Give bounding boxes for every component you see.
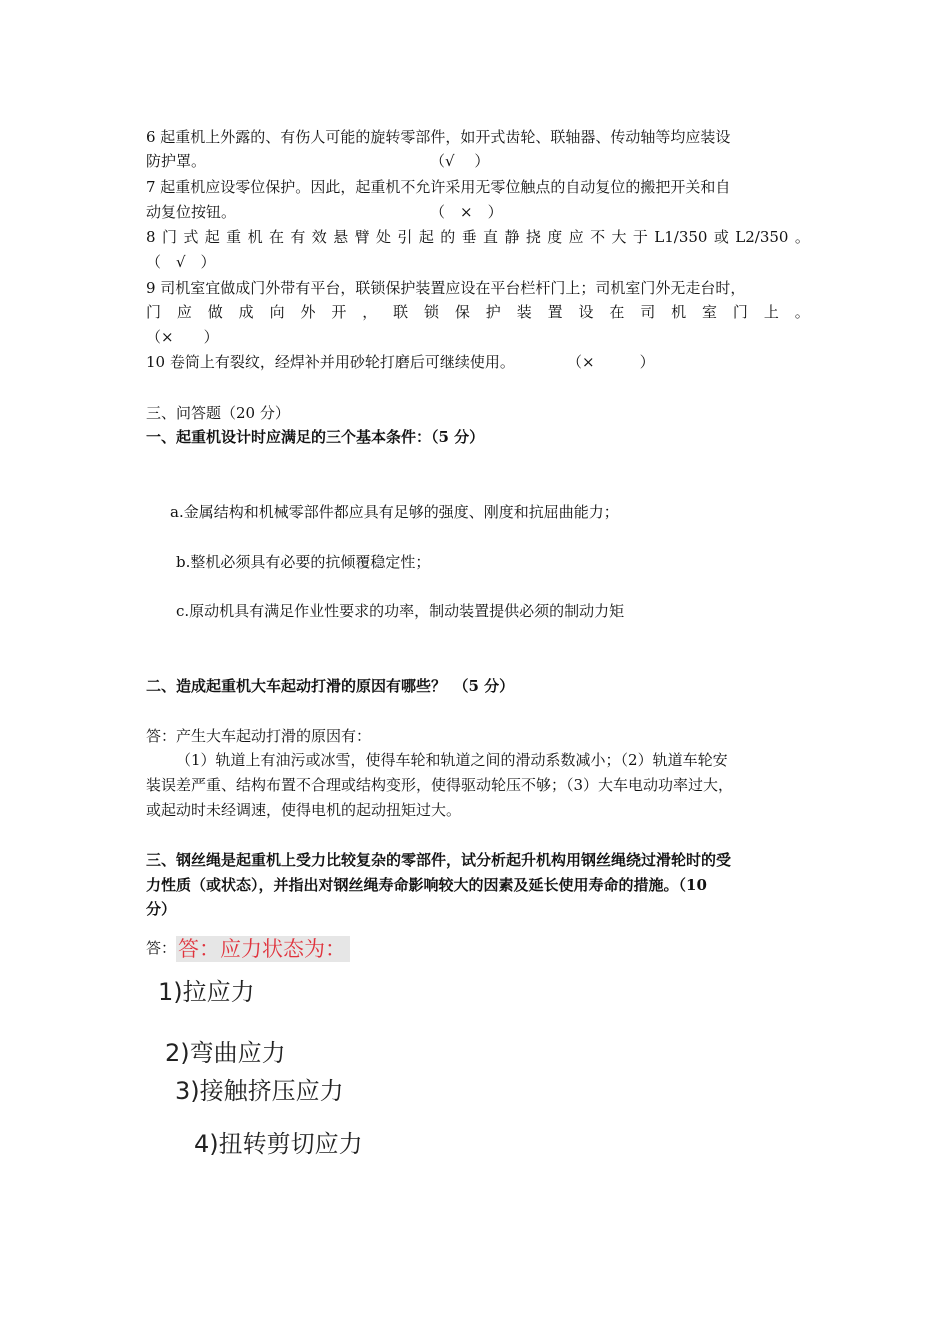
tf-q9-token: 护 bbox=[485, 303, 501, 321]
tf-q8-token: 在 bbox=[268, 228, 284, 246]
tf-q7-line1: 7 起重机应设零位保护。因此，起重机不允许采用无零位触点的自动复位的搬把开关和自 bbox=[146, 178, 731, 196]
tf-q9-token: 在 bbox=[609, 303, 625, 321]
tf-q9-token: ， bbox=[362, 303, 378, 321]
tf-q8-token: 垂 bbox=[461, 228, 477, 246]
tf-q9-token: 锁 bbox=[424, 303, 440, 321]
tf-q9-token: 做 bbox=[207, 303, 223, 321]
tf-q8-token: 起 bbox=[204, 228, 220, 246]
tf-q10-mark: （× ） bbox=[567, 353, 655, 371]
tf-q8-token: 应 bbox=[568, 228, 584, 246]
tf-q9-mark: （× ） bbox=[146, 328, 219, 346]
tf-q9-token: 应 bbox=[176, 303, 192, 321]
tf-q8-token: 直 bbox=[483, 228, 499, 246]
tf-q9-line1: 9 司机室宜做成门外带有平台，联锁保护装置应设在平台栏杆门上；司机室门外无走台时， bbox=[146, 279, 746, 297]
tf-q6-line1: 6 起重机上外露的、有伤人可能的旋转零部件，如开式齿轮、联轴器、传动轴等均应装设 bbox=[146, 128, 731, 146]
tf-q8-token: 引 bbox=[397, 228, 413, 246]
tf-q6-mark: （√ ） bbox=[430, 152, 490, 170]
tf-q7-line2: 动复位按钮。 bbox=[146, 203, 237, 221]
q2-answer-intro: 答：产生大车起动打滑的原因有： bbox=[146, 727, 372, 745]
q3-answer-row bbox=[146, 936, 350, 962]
tf-q8-token: 于 bbox=[632, 228, 648, 246]
tf-q6-line2: 防护罩。 bbox=[146, 152, 207, 170]
q3-title-line1: 三、钢丝绳是起重机上受力比较复杂的零部件，试分析起升机构用钢丝绳绕过滑轮时的受 bbox=[146, 851, 732, 869]
tf-q8-token: 效 bbox=[311, 228, 327, 246]
tf-q9-token: 门 bbox=[732, 303, 748, 321]
tf-q9-token: 向 bbox=[269, 303, 285, 321]
tf-q8-token: 8 bbox=[146, 228, 156, 246]
tf-q9-token: 成 bbox=[238, 303, 254, 321]
tf-q9-token: 置 bbox=[547, 303, 563, 321]
tf-q8-token: 起 bbox=[418, 228, 434, 246]
tf-q8-line bbox=[146, 227, 810, 247]
q1-answer-c: c.原动机具有满足作业性要求的功率，制动装置提供必须的制动力矩 bbox=[176, 602, 625, 620]
tf-q8-token: 。 bbox=[794, 228, 810, 246]
tf-q9-token: 上 bbox=[763, 303, 779, 321]
q2-answer-line3: 或起动时未经调速，使得电机的起动扭矩过大。 bbox=[146, 801, 462, 819]
tf-q9-token: 保 bbox=[454, 303, 470, 321]
tf-q8-token: 静 bbox=[504, 228, 520, 246]
tf-q8-token: 臂 bbox=[354, 228, 370, 246]
tf-q7-mark: （ × ） bbox=[430, 203, 503, 221]
tf-q8-token: 处 bbox=[376, 228, 392, 246]
q2-answer-line2: 装误差严重、结构布置不合理或结构变形，使得驱动轮压不够；（3）大车电动功率过大， bbox=[146, 776, 734, 794]
tf-q8-token: 悬 bbox=[333, 228, 349, 246]
tf-q8-token: 不 bbox=[590, 228, 606, 246]
tf-q9-token: 开 bbox=[331, 303, 347, 321]
tf-q8-token: 有 bbox=[290, 228, 306, 246]
q3-title-line2: 力性质（或状态），并指出对钢丝绳寿命影响较大的因素及延长使用寿命的措施。（10 bbox=[146, 876, 707, 894]
tf-q10-line: 10 卷筒上有裂纹，经焊补并用砂轮打磨后可继续使用。 bbox=[146, 353, 515, 371]
stress-item-4: 4)扭转剪切应力 bbox=[194, 1130, 363, 1158]
tf-q8-token: 机 bbox=[247, 228, 263, 246]
q1-answer-b: b.整机必须具有必要的抗倾覆稳定性； bbox=[176, 553, 431, 571]
tf-q9-token: 室 bbox=[702, 303, 718, 321]
tf-q8-token: 或 bbox=[713, 228, 729, 246]
tf-q9-token: 装 bbox=[516, 303, 532, 321]
section-title: 三、问答题（20 分） bbox=[146, 404, 290, 422]
tf-q8-token: 度 bbox=[547, 228, 563, 246]
tf-q8-mark: （ √ ） bbox=[146, 253, 216, 271]
q2-answer-line1: （1）轨道上有油污或冰雪，使得车轮和轨道之间的滑动系数减小；（2）轨道车轮安 bbox=[176, 751, 728, 769]
tf-q9-token: 司 bbox=[640, 303, 656, 321]
tf-q8-token: L1/350 bbox=[654, 228, 708, 246]
tf-q8-token: 门 bbox=[161, 228, 177, 246]
tf-q9-line2 bbox=[146, 302, 810, 322]
stress-item-3: 3)接触挤压应力 bbox=[175, 1077, 344, 1105]
stress-item-1: 1)拉应力 bbox=[158, 978, 255, 1006]
q3-title-line3: 分） bbox=[146, 900, 177, 918]
q2-title: 二、造成起重机大车起动打滑的原因有哪些？ （5 分） bbox=[146, 677, 515, 695]
tf-q8-token: 重 bbox=[226, 228, 242, 246]
tf-q8-token: 大 bbox=[611, 228, 627, 246]
tf-q9-token: 设 bbox=[578, 303, 594, 321]
tf-q9-token: 门 bbox=[146, 303, 162, 321]
q1-title: 一、起重机设计时应满足的三个基本条件：（5 分） bbox=[146, 428, 485, 446]
q1-answer-a: a.金属结构和机械零部件都应具有足够的强度、刚度和抗屈曲能力； bbox=[170, 503, 619, 521]
tf-q8-token: 的 bbox=[440, 228, 456, 246]
tf-q9-token: 机 bbox=[671, 303, 687, 321]
stress-item-2: 2)弯曲应力 bbox=[165, 1039, 286, 1067]
tf-q9-token: 外 bbox=[300, 303, 316, 321]
tf-q8-token: 挠 bbox=[525, 228, 541, 246]
tf-q9-token: 。 bbox=[794, 303, 810, 321]
q3-answer-prefix: 答： bbox=[146, 939, 177, 957]
tf-q9-token: 联 bbox=[393, 303, 409, 321]
q3-answer-highlight: 答：应力状态为： bbox=[176, 936, 350, 962]
tf-q8-token: 式 bbox=[183, 228, 199, 246]
tf-q8-token: L2/350 bbox=[735, 228, 789, 246]
